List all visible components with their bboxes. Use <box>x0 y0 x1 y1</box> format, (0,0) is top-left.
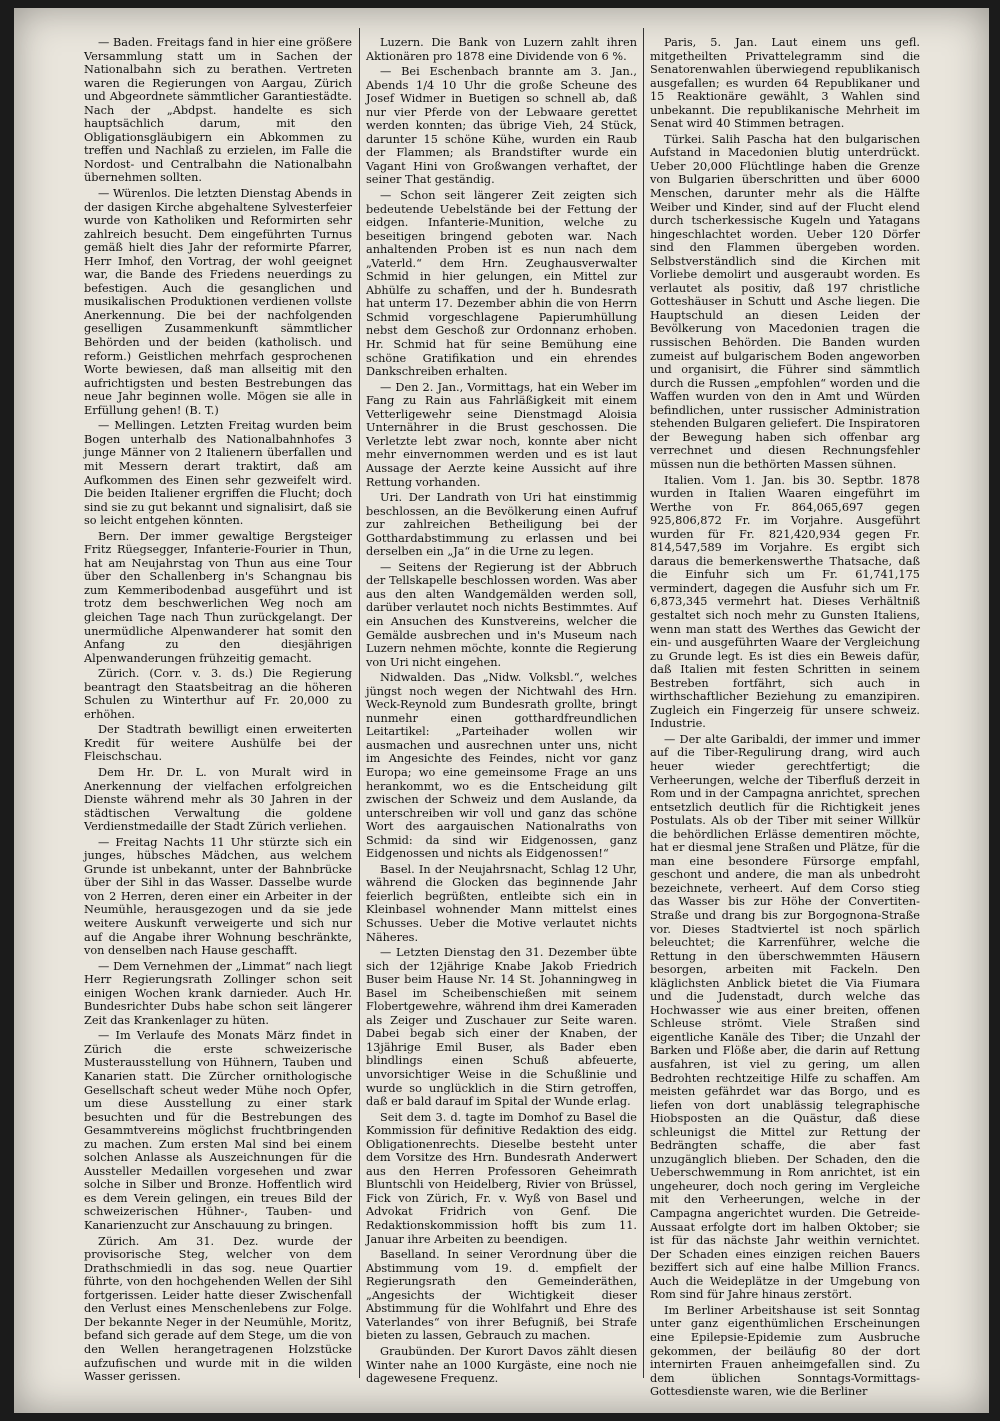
article-uri: Uri. Der Landrath von Uri hat einstimmig beschlossen, an die Bevölkerung einen Aufruf zur zahlreichen Betheiligung bei der Gotthardabstimmung zu erlassen und bei derselben ein „Ja“ in die Urne zu legen. <box>366 491 637 559</box>
article-rain: — Den 2. Jan., Vormittags, hat ein Weber im Fang zu Rain aus Fahrläßigkeit mit einem Vetterligewehr seine Dienstmagd Aloisia Unternährer in die Brust geschossen. Die Verletzte lebt zwar noch, konnte aber nicht mehr einvernommen werden und es ist laut Aussage der Aerzte keine Aussicht auf ihre Rettung vorhanden. <box>366 380 637 489</box>
article-bern: Bern. Der immer gewaltige Bergsteiger Fritz Rüegsegger, Infanterie-Fourier in Thun, hat am Neujahrstag von Thun aus eine Tour über den Schallenberg in's Schangnau bis zum Kemmeribodenbad ausgeführt und ist trotz dem beschwerlichen Weg noch am gleichen Tage nach Thun zurückgelangt. Der unermüdliche Alpenwanderer hat somit den Anfang zu den diesjährigen Alpenwanderungen frühzeitig gemacht. <box>84 529 352 665</box>
column-right <box>650 36 920 1399</box>
column-middle <box>366 36 637 1386</box>
article-paris: Paris, 5. Jan. Laut einem uns gefl. mitgetheilten Privattelegramm sind die Senatorenwahlen überwiegend republikanisch ausgefallen; es wurden 64 Republikaner und 15 Reaktionäre gewählt, 3 Wahlen sind unbekannt. Die republikanische Mehrheit im Senat wird 40 Stimmen betragen. <box>650 36 920 131</box>
article-munition: — Schon seit längerer Zeit zeigten sich bedeutende Uebelstände bei der Fettung der eidgen. Infanterie-Munition, welche zu beseitigen bringend geboten war. Nach anhaltenden Proben ist es nun nach dem „Vaterld.“ dem Hrn. Zeughausverwalter Schmid in hier gelungen, ein Mittel zur Abhülfe zu schaffen, und der h. Bundesrath hat unterm 17. Dezember abhin die von Herrn Schmid vorgeschlagene Papierumhüllung nebst dem Geschoß zur Ordonnanz erhoben. Hr. Schmid hat für seine Bemühung eine schöne Gratifikation und ein ehrendes Dankschreiben erhalten. <box>366 189 637 379</box>
article-zuerich-stadtrath: Der Stadtrath bewilligt einen erweiterten Kredit für weitere Aushülfe bei der Fleischschau. <box>84 723 352 764</box>
article-wuerenlos: — Würenlos. Die letzten Dienstag Abends in der dasigen Kirche abgehaltene Sylvesterfeier wurde von Katholiken und Reformirten sehr zahlreich besucht. Dem eingeführten Turnus gemäß hielt dies Jahr der reformirte Pfarrer, Herr Imhof, den Vortrag, der wohl geeignet war, die Bande des Friedens neuerdings zu befestigen. Auch die gesanglichen und musikalischen Produktionen verdienen vollste Anerkennung. Die bei der nachfolgenden geselligen Zusammenkunft sämmtlicher Behörden und der beiden (katholisch. und reform.) Geistlichen mehrfach gesprochenen Worte bewiesen, daß man allseitig mit den aufrichtigsten und besten Bestrebungen das neue Jahr beginnen wolle. Mögen sie alle in Erfüllung gehen! (B. T.) <box>84 187 352 417</box>
article-garibaldi: — Der alte Garibaldi, der immer und immer auf die Tiber-Regulirung drang, wird auch heuer wieder gerechtfertigt; die Verheerungen, welche der Tiberfluß derzeit in Rom und in der Campagna anrichtet, sprechen entsetzlich deutlich für die Richtigkeit jenes Postulats. Als ob der Tiber mit seiner Willkür die behördlichen Erlässe dementiren möchte, hat er diesmal jene Straßen und Plätze, für die man eine besondere Fürsorge empfahl, geschont und andere, die man als unbedroht bezeichnete, verheert. Auf dem Corso stieg das Wasser bis zur Höhe der Convertiten-Straße und drang bis zur Borgognona-Straße vor. Dieses Stadtviertel ist noch spärlich beleuchtet; die Karrenführer, welche die Rettung in den überschwemmten Häusern besorgen, arbeiten mit Fackeln. Den kläglichsten Anblick bietet die Via Fiumara und die Judenstadt, durch welche das Hochwasser wie aus einer breiten, offenen Schleuse strömt. Viele Straßen sind eigentliche Kanäle des Tiber; die Unzahl der Barken und Flöße aber, die darin auf Rettung ausfahren, ist viel zu gering, um allen Bedrohten rechtzeitige Hilfe zu schaffen. Am meisten gefährdet war das Borgo, und es liefen von dort unablässig telegraphische Hiobsposten an die Quästur, daß diese schleunigst die Mittel zur Rettung der Bedrängten schaffe, die aber fast unzugänglich blieben. Der Schaden, den die Ueberschwemmung in Rom anrichtet, ist ein ungeheurer, doch noch gering im Vergleiche mit den Verheerungen, welche in der Campagna angerichtet wurden. Die Getreide-Aussaat erfolgte dort im halben Oktober; sie ist für das nächste Jahr weithin vernichtet. Der Schaden eines einzigen reichen Bauers beziffert sich auf eine halbe Million Francs. Auch die Weideplätze in der Umgebung von Rom sind für Jahre hinaus zerstört. <box>650 732 920 1302</box>
article-nidwalden: Nidwalden. Das „Nidw. Volksbl.“, welches jüngst noch wegen der Nichtwahl des Hrn. Weck-Reynold zum Bundesrath grollte, bringt nunmehr einen gotthardfreundlichen Leitartikel: „Parteihader wollen wir ausmachen und ausrechnen unter uns, nicht im Angesichte des Feindes, nicht vor ganz Europa; wo eine gemeinsome Frage an uns herankommt, wo es die Entscheidung gilt zwischen der Schweiz und dem Auslande, da unterschreiben wir voll und ganz das schöne Wort des aargauischen Nationalraths von Schmid: da sind wir Eidgenossen, ganz Eidgenossen und nichts als Eidgenossen!“ <box>366 671 637 861</box>
column-divider <box>643 28 644 1378</box>
column-left <box>84 36 352 1384</box>
article-italien: Italien. Vom 1. Jan. bis 30. Septbr. 1878 wurden in Italien Waaren eingeführt im Werthe von Fr. 864,065,697 gegen 925,806,872 Fr. im Vorjahre. Ausgeführt wurden für Fr. 821,420,934 gegen Fr. 814,547,589 im Vorjahre. Es ergibt sich daraus die bemerkenswerthe Thatsache, daß die Einfuhr sich um Fr. 61,741,175 vermindert, dagegen die Ausfuhr sich um Fr. 6,873,345 vermehrt hat. Dieses Verhältniß gestaltet sich noch mehr zu Gunsten Italiens, wenn man statt des Werthes das Gewicht der ein- und ausgeführten Waare der Vergleichung zu Grunde legt. Es ist dies ein Beweis dafür, daß Italien mit festen Schritten in seinem Bestreben fortfährt, sich auch in wirthschaftlicher Beziehung zu emanzipiren. Zugleich ein Fingerzeig für unsere schweiz. Industrie. <box>650 473 920 731</box>
article-baselland: Baselland. In seiner Verordnung über die Abstimmung vom 19. d. empfielt der Regierungsrath den Gemeinderäthen, „Angesichts der Wichtigkeit dieser Abstimmung für die Wohlfahrt und Ehre des Vaterlandes“ von ihrer Befugniß, bei Strafe bieten zu lassen, Gebrauch zu machen. <box>366 1248 637 1343</box>
column-divider <box>359 28 360 1378</box>
article-basel: Basel. In der Neujahrsnacht, Schlag 12 Uhr, während die Glocken das beginnende Jahr feierlich begrüßten, entleibte sich ein in Kleinbasel wohnender Mann mittelst eines Schusses. Ueber die Motive verlautet nichts Näheres. <box>366 862 637 944</box>
article-zuerich-muralt: Dem Hr. Dr. L. von Muralt wird in Anerkennung der vielfachen erfolgreichen Dienste während mehr als 30 Jahren in der städtischen Verwaltung die goldene Verdienstmedaille der Stadt Zürich verliehen. <box>84 765 352 834</box>
article-zuerich-staatsbeitrag: Zürich. (Corr. v. 3. ds.) Die Regierung beantragt den Staatsbeitrag an die höheren Schulen zu Winterthur auf Fr. 20,000 zu erhöhen. <box>84 667 352 721</box>
article-zuerich-steg: Zürich. Am 31. Dez. wurde der provisorische Steg, welcher von dem Drathschmiedli in das sog. neue Quartier führte, von den hochgehenden Wellen der Sihl fortgerissen. Leider hatte dieser Zwischenfall den Verlust eines Menschenlebens zur Folge. Der bekannte Neger in der Neumühle, Moritz, befand sich gerade auf dem Stege, um die von den Wellen herangetragenen Holzstücke aufzufischen und wurde mit in die wilden Wasser gerissen. <box>84 1234 352 1384</box>
article-zuerich-sihl: — Freitag Nachts 11 Uhr stürzte sich ein junges, hübsches Mädchen, aus welchem Grunde ist unbekannt, unter der Bahnbrücke über der Sihl in das Wasser. Dasselbe wurde von 2 Herren, deren einer ein Arbeiter in der Neumühle, herausgezogen und da sie jede weitere Auskunft verweigerte und sich nur auf die Angabe ihrer Wohnung beschränkte, von denselben nach Hause geschafft. <box>84 835 352 958</box>
article-zuerich-ausstellung: — Im Verlaufe des Monats März findet in Zürich die erste schweizerische Musterausstellung von Hühnern, Tauben und Kanarien statt. Die Zürcher ornithologische Gesellschaft scheut weder Mühe noch Opfer, um diese Ausstellung zu einer stark besuchten und für die Bestrebungen des Gesammtvereins möglichst fruchtbringenden zu machen. Zum ersten Mal sind bei einem solchen Anlasse als Auszeichnungen für die Aussteller Medaillen vorgesehen und zwar solche in Silber und Bronze. Hoffentlich wird es dem Verein gelingen, ein treues Bild der schweizerischen Hühner-, Tauben- und Kanarienzucht zur Anschauung zu bringen. <box>84 1029 352 1233</box>
article-berlin: Im Berliner Arbeitshause ist seit Sonntag unter ganz eigenthümlichen Erscheinungen eine Epilepsie-Epidemie zum Ausbruche gekommen, der beiläufig 80 der dort internirten Frauen anheimgefallen sind. Zu dem üblichen Sonntags-Vormittags-Gottesdienste waren, wie die Berliner <box>650 1303 920 1399</box>
article-graubuenden: Graubünden. Der Kurort Davos zählt diesen Winter nahe an 1000 Kurgäste, eine noch nie dagewesene Frequenz. <box>366 1344 637 1386</box>
article-eschenbach: — Bei Eschenbach brannte am 3. Jan., Abends 1/4 10 Uhr die große Scheune des Josef Widmer in Buetigen so schnell ab, daß nur vier Pferde von der Lebwaare gerettet werden konnten; das übrige Vieh, 24 Stück, darunter 15 schöne Kühe, wurden ein Raub der Flammen; als Brandstifter wurde ein Vagant Hini von Großwangen verhaftet, der seiner That geständig. <box>366 65 637 187</box>
article-mellingen: — Mellingen. Letzten Freitag wurden beim Bogen unterhalb des Nationalbahnhofes 3 junge Männer von 2 Italienern überfallen und mit Messern derart traktirt, daß am Aufkommen des Einen sehr gezweifelt wird. Die beiden Italiener ergriffen die Flucht; doch sind sie zu gut bekannt und signalisirt, daß sie so leicht entgehen könnten. <box>84 419 352 528</box>
article-tuerkei: Türkei. Salih Pascha hat den bulgarischen Aufstand in Macedonien blutig unterdrückt. Ueber 20,000 Flüchtlinge haben die Grenze von Bulgarien überschritten und über 6000 Menschen, darunter mehr als die Hälfte Weiber und Kinder, sind auf der Flucht elend durch tscherkessische Kugeln und Yatagans hingeschlachtet worden. Ueber 120 Dörfer sind den Flammen übergeben worden. Selbstverständlich sind die Kirchen mit Vorliebe demolirt und ausgeraubt worden. Es verlautet als positiv, daß 197 christliche Gotteshäuser in Schutt und Asche liegen. Die Hauptschuld an diesen Leiden der Bevölkerung von Macedonien tragen die russischen Behörden. Die Banden wurden zumeist auf bulgarischem Boden angeworben und organisirt, die Führer sind sämmtlich durch die Russen „empfohlen“ worden und die Waffen wurden von den in Amt und Würden befindlichen, unter russischer Administration stehenden Bulgaren geliefert. Die Inspiratoren der Bewegung haben sich offenbar arg verrechnet und diesen Rechnungsfehler müssen nun die bethörten Massen sühnen. <box>650 132 920 471</box>
article-baden: — Baden. Freitags fand in hier eine größere Versammlung statt um in Sachen der Nationalbahn sich zu berathen. Vertreten waren die Regierungen von Aargau, Zürich und Abgeordnete sämmtlicher Garantiestädte. Nach der „Abdpst. handelte es sich hauptsächlich darum, mit den Obligationsgläubigern ein Abkommen zu treffen und Nachlaß zu erzielen, im Falle die Nordost- und Centralbahn die Nationalbahn übernehmen sollten. <box>84 36 352 185</box>
article-tellskapelle: — Seitens der Regierung ist der Abbruch der Tellskapelle beschlossen worden. Was aber aus den alten Wandgemälden werden soll, darüber verlautet noch nichts Bestimmtes. Auf ein Ansuchen des Kunstvereins, welcher die Gemälde ausbrechen und in's Museum nach Luzern nehmen möchte, konnte die Regierung von Uri nicht eingehen. <box>366 560 637 669</box>
article-luzern: Luzern. Die Bank von Luzern zahlt ihren Aktionären pro 1878 eine Dividende von 6 %. <box>366 36 637 63</box>
newspaper-page <box>14 8 989 1413</box>
article-zuerich-zollinger: — Dem Vernehmen der „Limmat“ nach liegt Herr Regierungsrath Zollinger schon seit einigen Wochen krank darnieder. Auch Hr. Bundesrichter Dubs habe schon seit längerer Zeit das Krankenlager zu hüten. <box>84 959 352 1027</box>
article-basel-kommission: Seit dem 3. d. tagte im Domhof zu Basel die Kommission für definitive Redaktion des eidg. Obligationenrechts. Dieselbe besteht unter dem Vorsitze des Hrn. Bundesrath Anderwert aus den Herren Professoren Geheimrath Bluntschli von Heidelberg, Rivier von Brüssel, Fick von Zürich, Fr. v. Wyß von Basel und Advokat Fridrich von Genf. Die Redaktionskommission hofft bis zum 11. Januar ihre Arbeiten zu beendigen. <box>366 1110 637 1246</box>
article-basel-buser: — Letzten Dienstag den 31. Dezember übte sich der 12jährige Knabe Jakob Friedrich Buser beim Hause Nr. 14 St. Johanningweg in Basel im Scheibenschießen mit seinem Flobertgewehre, während ihm drei Kameraden als Zeiger und Zuschauer zur Seite waren. Dabei begab sich einer der Knaben, der 13jährige Emil Buser, als Bader eben blindlings einen Schuß abfeuerte, unvorsichtiger Weise in die Schußlinie und wurde so unglücklich in die Stirn getroffen, daß er bald darauf im Spital der Wunde erlag. <box>366 946 637 1109</box>
